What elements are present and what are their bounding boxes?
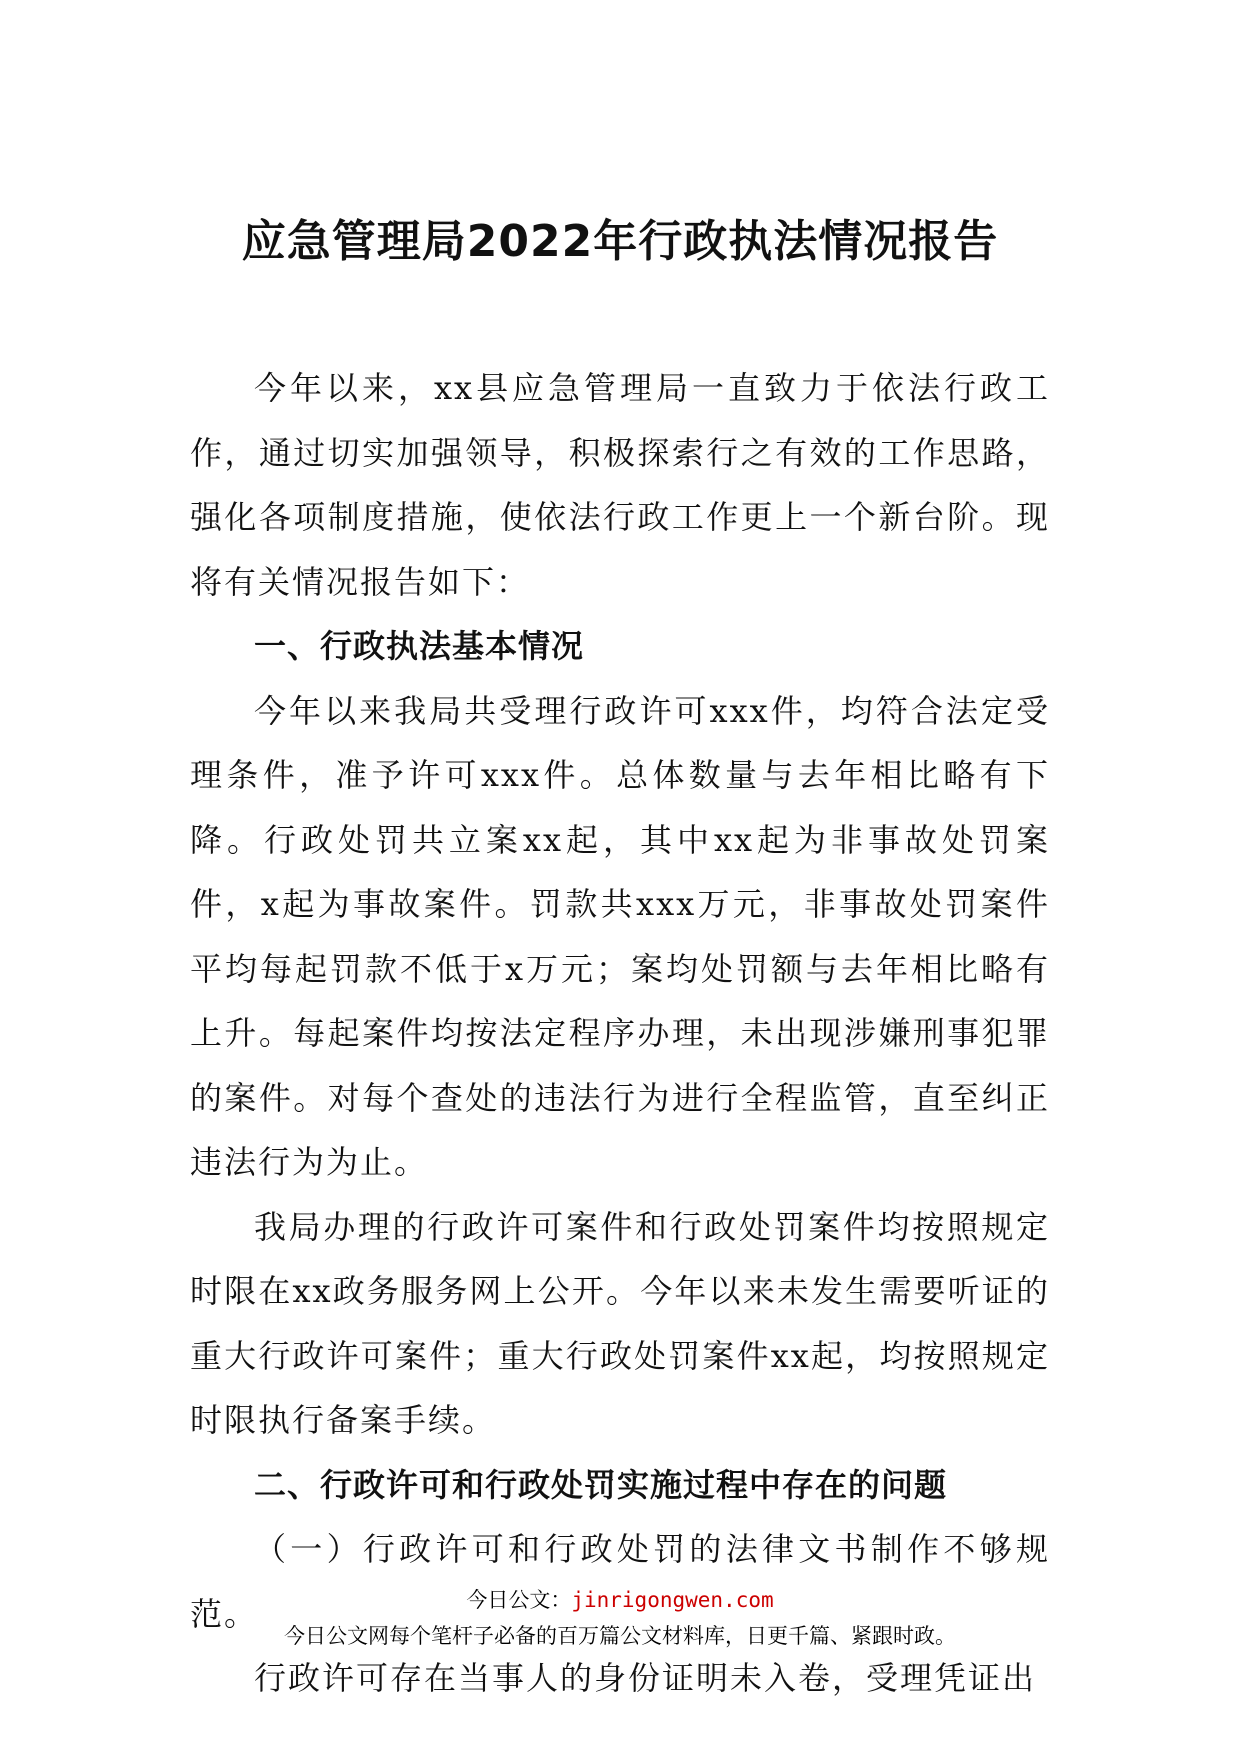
subsection-heading-1: （一）行政许可和行政处罚的法律文书制作不够规范。 xyxy=(190,1530,1050,1633)
paragraph-section-1-a: 今年以来我局共受理行政许可xxx件，均符合法定受理条件，准予许可xxx件。总体数量与去年相比略有下降。行政处罚共立案xx起，其中xx起为非事故处罚案件，x起为事故案件。罚款共xxx万元，非事故处罚案件平均每起罚款不低于x万元；案均处罚额与去年相比略有上升。每起案件均按法定程序办理，未出现涉嫌刑事犯罪的案件。对每个查处的违法行为进行全程监管，直至纠正违法行为为止。 xyxy=(190,691,1050,1181)
footer-source-line xyxy=(0,1583,1240,1617)
paragraph-intro: 今年以来，xx县应急管理局一直致力于依法行政工作，通过切实加强领导，积极探索行之有效的工作思路，强化各项制度措施，使依法行政工作更上一个新台阶。现将有关情况报告如下： xyxy=(190,369,1050,601)
document-body xyxy=(190,356,1050,1711)
paragraph-section-1-b: 我局办理的行政许可案件和行政处罚案件均按照规定时限在xx政务服务网上公开。今年以来未发生需要听证的重大行政许可案件；重大行政处罚案件xx起，均按照规定时限执行备案手续。 xyxy=(190,1207,1050,1439)
footer-source-label: 今日公文： xyxy=(466,1588,572,1612)
section-heading-1: 一、行政执法基本情况 xyxy=(254,627,585,665)
section-heading-2: 二、行政许可和行政处罚实施过程中存在的问题 xyxy=(254,1465,948,1504)
paragraph-section-2-a: 行政许可存在当事人的身份证明未入卷，受理凭证出 xyxy=(254,1659,1037,1697)
document-title: 应急管理局2022年行政执法情况报告 xyxy=(241,216,999,267)
footer-slogan: 今日公文网每个笔杆子必备的百万篇公文材料库，日更千篇、紧跟时政。 xyxy=(284,1624,956,1648)
footer-site-link[interactable]: jinrigongwen.com xyxy=(571,1588,774,1612)
